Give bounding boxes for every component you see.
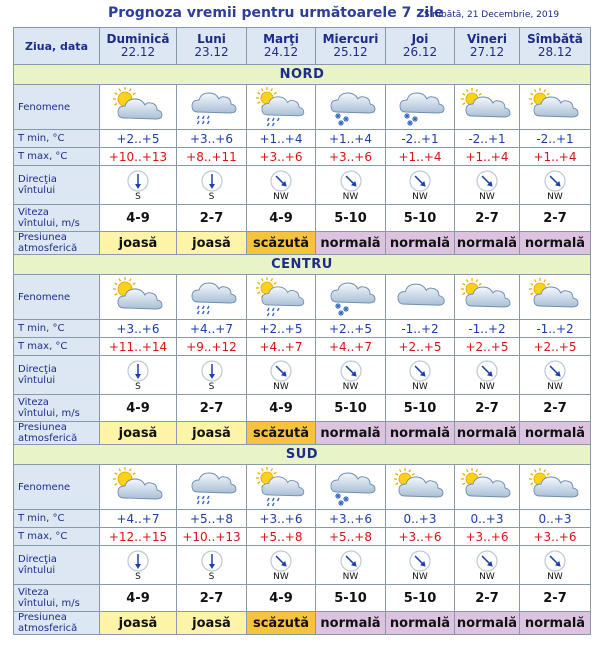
wind-direction-value: S <box>135 381 141 392</box>
day-name: Luni <box>197 32 226 46</box>
tmax-value: +11..+14 <box>100 338 177 356</box>
wind-direction-cell <box>177 166 247 205</box>
wind-speed-value: 5-10 <box>316 205 386 232</box>
pressure-value: joasă <box>177 612 247 635</box>
tmin-label: T min, °C <box>14 130 100 148</box>
pressure-label <box>14 422 100 445</box>
row-label-line: Presiunea <box>18 422 67 433</box>
pressure-value: normală <box>455 422 520 445</box>
pressure-value: scăzută <box>247 612 316 635</box>
wind-speed-value: 4-9 <box>247 585 316 612</box>
compass-icon <box>386 170 454 192</box>
wind-speed-label <box>14 395 100 422</box>
wind-speed-value: 5-10 <box>316 395 386 422</box>
tmax-value: +8..+11 <box>177 148 247 166</box>
row-label-line: atmosferică <box>18 623 78 634</box>
pressure-value: normală <box>520 422 591 445</box>
pressure-value: normală <box>316 422 386 445</box>
pressure-value: joasă <box>177 422 247 445</box>
pressure-value: normală <box>386 612 455 635</box>
cloud-icon <box>386 275 455 320</box>
wind-speed-value: 5-10 <box>386 205 455 232</box>
day-header-cell <box>100 28 177 65</box>
phenomena-label: Fenomene <box>14 465 100 510</box>
tmin-value: +4..+7 <box>100 510 177 528</box>
day-header-cell <box>520 28 591 65</box>
wind-direction-cell <box>247 356 316 395</box>
tmax-row <box>14 528 591 546</box>
day-header-cell <box>455 28 520 65</box>
wind-direction-row <box>14 356 591 395</box>
tmin-value: +3..+6 <box>316 510 386 528</box>
partly-cloudy-sun-icon <box>100 275 177 320</box>
sun-cloud-icon <box>455 85 520 130</box>
wind-speed-row <box>14 205 591 232</box>
day-date: 26.12 <box>402 45 438 59</box>
wind-direction-cell <box>520 546 591 585</box>
tmax-value: +12..+15 <box>100 528 177 546</box>
tmin-row <box>14 130 591 148</box>
tmax-value: +5..+8 <box>247 528 316 546</box>
tmin-label: T min, °C <box>14 510 100 528</box>
pressure-label <box>14 612 100 635</box>
tmin-value: 0..+3 <box>455 510 520 528</box>
day-date: 24.12 <box>263 45 299 59</box>
wind-speed-value: 4-9 <box>247 395 316 422</box>
wind-speed-value: 2-7 <box>520 205 591 232</box>
region-title: CENTRU <box>14 255 591 275</box>
wind-direction-value: S <box>135 571 141 582</box>
tmax-value: +4..+7 <box>316 338 386 356</box>
wind-direction-cell <box>520 166 591 205</box>
tmin-value: +3..+6 <box>247 510 316 528</box>
pressure-value: joasă <box>100 612 177 635</box>
pressure-label <box>14 232 100 255</box>
wind-speed-row <box>14 585 591 612</box>
partly-cloudy-sun-icon <box>100 465 177 510</box>
wind-direction-cell <box>520 356 591 395</box>
wind-direction-label <box>14 546 100 585</box>
cloud-snow-icon <box>316 275 386 320</box>
wind-direction-cell <box>247 546 316 585</box>
day-header-cell <box>316 28 386 65</box>
compass-icon <box>520 170 590 192</box>
tmax-label: T max, °C <box>14 528 100 546</box>
wind-speed-value: 2-7 <box>520 585 591 612</box>
wind-speed-label <box>14 585 100 612</box>
wind-direction-value: NW <box>547 381 563 392</box>
pressure-value: scăzută <box>247 422 316 445</box>
tmin-label: T min, °C <box>14 320 100 338</box>
row-label-line: atmosferică <box>18 433 78 444</box>
tmin-value: -1..+2 <box>520 320 591 338</box>
tmax-value: +3..+6 <box>520 528 591 546</box>
wind-speed-value: 2-7 <box>455 395 520 422</box>
row-label-line: Direcţia <box>18 174 57 185</box>
wind-speed-value: 4-9 <box>247 205 316 232</box>
phenomena-row <box>14 85 591 130</box>
wind-direction-label <box>14 166 100 205</box>
row-label-line: Direcţia <box>18 364 57 375</box>
compass-icon <box>100 550 176 572</box>
pressure-value: normală <box>520 612 591 635</box>
tmax-value: +3..+6 <box>247 148 316 166</box>
tmax-value: +1..+4 <box>520 148 591 166</box>
row-label-line: Presiunea <box>18 232 67 243</box>
wind-direction-value: NW <box>342 381 359 392</box>
tmax-value: +3..+6 <box>455 528 520 546</box>
pressure-row <box>14 422 591 445</box>
cloud-snow-icon <box>316 85 386 130</box>
pressure-value: normală <box>455 232 520 255</box>
wind-direction-value: NW <box>412 191 428 202</box>
wind-direction-cell <box>455 356 520 395</box>
wind-direction-value: NW <box>479 381 495 392</box>
wind-direction-cell <box>100 166 177 205</box>
day-date: 23.12 <box>194 45 229 59</box>
compass-icon <box>177 170 246 192</box>
day-date: 28.12 <box>537 45 573 59</box>
wind-direction-cell <box>177 356 247 395</box>
pressure-row <box>14 232 591 255</box>
wind-direction-value: S <box>135 191 141 202</box>
row-label-line: Viteza <box>18 587 49 598</box>
compass-icon <box>316 550 385 572</box>
region-title: NORD <box>14 65 591 85</box>
pressure-value: scăzută <box>247 232 316 255</box>
tmax-value: +3..+6 <box>386 528 455 546</box>
compass-icon <box>455 550 519 572</box>
day-date: 27.12 <box>469 45 505 59</box>
wind-direction-value: NW <box>342 571 359 582</box>
wind-direction-cell <box>316 166 386 205</box>
tmin-value: 0..+3 <box>386 510 455 528</box>
tmin-row <box>14 320 591 338</box>
compass-icon <box>455 170 519 192</box>
wind-direction-value: NW <box>412 381 428 392</box>
wind-direction-value: NW <box>479 571 495 582</box>
day-date: 25.12 <box>333 45 368 59</box>
wind-direction-cell <box>247 166 316 205</box>
cloud-rain-icon <box>177 275 247 320</box>
cloud-rain-icon <box>177 465 247 510</box>
sun-cloud-icon <box>386 465 455 510</box>
day-header-row <box>14 28 591 65</box>
wind-direction-label <box>14 356 100 395</box>
sun-cloud-rain-icon <box>247 85 316 130</box>
tmin-value: +2..+5 <box>247 320 316 338</box>
row-label-line: vîntului, m/s <box>18 598 80 609</box>
compass-icon <box>100 360 176 382</box>
sun-cloud-icon <box>520 275 591 320</box>
day-column-label: Ziua, data <box>14 28 100 65</box>
wind-direction-value: NW <box>273 571 289 582</box>
compass-icon <box>316 170 385 192</box>
page-title: Prognoza vremii pentru următoarele 7 zile <box>108 5 444 21</box>
tmax-value: +4..+7 <box>247 338 316 356</box>
pressure-row <box>14 612 591 635</box>
wind-speed-value: 2-7 <box>177 395 247 422</box>
row-label-line: Direcţia <box>18 554 57 565</box>
tmin-value: -1..+2 <box>455 320 520 338</box>
tmax-value: +10..+13 <box>177 528 247 546</box>
sun-cloud-icon <box>455 465 520 510</box>
wind-speed-label <box>14 205 100 232</box>
compass-icon <box>247 360 315 382</box>
tmin-value: -2..+1 <box>520 130 591 148</box>
wind-speed-value: 4-9 <box>100 585 177 612</box>
tmax-value: +2..+5 <box>386 338 455 356</box>
wind-direction-value: S <box>208 191 215 202</box>
compass-icon <box>177 550 246 572</box>
day-name: Duminică <box>106 32 170 46</box>
wind-direction-value: NW <box>547 571 563 582</box>
wind-direction-value: NW <box>479 191 495 202</box>
compass-icon <box>177 360 246 382</box>
tmax-label: T max, °C <box>14 338 100 356</box>
wind-direction-value: NW <box>273 191 289 202</box>
pressure-value: normală <box>316 612 386 635</box>
day-name: Miercuri <box>322 32 379 46</box>
wind-direction-cell <box>177 546 247 585</box>
wind-speed-value: 2-7 <box>177 585 247 612</box>
sun-cloud-icon <box>520 465 591 510</box>
tmin-value: +1..+4 <box>316 130 386 148</box>
tmin-value: +2..+5 <box>100 130 177 148</box>
sun-cloud-icon <box>455 275 520 320</box>
tmax-value: +3..+6 <box>316 148 386 166</box>
region-header-row <box>14 65 591 85</box>
region-header-row <box>14 255 591 275</box>
tmin-value: -2..+1 <box>386 130 455 148</box>
tmax-value: +2..+5 <box>520 338 591 356</box>
tmin-value: -1..+2 <box>386 320 455 338</box>
row-label-line: Viteza <box>18 207 49 218</box>
day-header-cell <box>247 28 316 65</box>
tmin-value: -2..+1 <box>455 130 520 148</box>
wind-direction-cell <box>455 166 520 205</box>
compass-icon <box>520 360 590 382</box>
row-label-line: vîntului <box>18 375 56 386</box>
wind-direction-cell <box>316 356 386 395</box>
row-label-line: vîntului <box>18 565 56 576</box>
tmax-value: +5..+8 <box>316 528 386 546</box>
tmin-value: +4..+7 <box>177 320 247 338</box>
current-date: Sîmbătă, 21 Decembrie, 2019 <box>424 10 560 20</box>
compass-icon <box>247 550 315 572</box>
phenomena-row <box>14 465 591 510</box>
row-label-line: Viteza <box>18 397 49 408</box>
cloud-snow-icon <box>316 465 386 510</box>
day-name: Marţi <box>263 32 299 46</box>
row-label-line: vîntului, m/s <box>18 408 80 419</box>
compass-icon <box>520 550 590 572</box>
tmax-value: +2..+5 <box>455 338 520 356</box>
sun-cloud-rain-icon <box>247 275 316 320</box>
row-label-line: Presiunea <box>18 612 67 623</box>
pressure-value: joasă <box>177 232 247 255</box>
cloud-snow-icon <box>386 85 455 130</box>
wind-speed-value: 5-10 <box>386 395 455 422</box>
compass-icon <box>455 360 519 382</box>
wind-direction-cell <box>100 546 177 585</box>
wind-direction-cell <box>455 546 520 585</box>
tmax-value: +10..+13 <box>100 148 177 166</box>
day-name: Joi <box>411 32 429 46</box>
pressure-value: joasă <box>100 232 177 255</box>
pressure-value: normală <box>520 232 591 255</box>
wind-direction-value: NW <box>273 381 289 392</box>
wind-speed-value: 2-7 <box>177 205 247 232</box>
compass-icon <box>386 360 454 382</box>
pressure-value: normală <box>386 422 455 445</box>
compass-icon <box>316 360 385 382</box>
wind-direction-cell <box>100 356 177 395</box>
compass-icon <box>386 550 454 572</box>
cloud-rain-icon <box>177 85 247 130</box>
forecast-table <box>13 27 591 635</box>
day-date: 22.12 <box>120 45 156 59</box>
wind-direction-row <box>14 546 591 585</box>
sun-cloud-rain-icon <box>247 465 316 510</box>
row-label-line: vîntului <box>18 185 56 196</box>
compass-icon <box>100 170 176 192</box>
pressure-value: normală <box>316 232 386 255</box>
wind-direction-cell <box>386 166 455 205</box>
day-header-cell <box>177 28 247 65</box>
wind-speed-value: 2-7 <box>455 585 520 612</box>
row-label-line: vîntului, m/s <box>18 218 80 229</box>
tmin-value: +1..+4 <box>247 130 316 148</box>
tmin-row <box>14 510 591 528</box>
wind-direction-value: S <box>208 571 215 582</box>
partly-cloudy-sun-icon <box>100 85 177 130</box>
tmax-value: +9..+12 <box>177 338 247 356</box>
tmax-value: +1..+4 <box>386 148 455 166</box>
wind-speed-value: 2-7 <box>455 205 520 232</box>
wind-speed-value: 5-10 <box>386 585 455 612</box>
region-title: SUD <box>14 445 591 465</box>
tmin-value: 0..+3 <box>520 510 591 528</box>
tmax-row <box>14 338 591 356</box>
wind-direction-value: NW <box>342 191 359 202</box>
tmax-row <box>14 148 591 166</box>
wind-direction-value: S <box>208 381 215 392</box>
day-header-cell <box>386 28 455 65</box>
tmax-label: T max, °C <box>14 148 100 166</box>
pressure-value: joasă <box>100 422 177 445</box>
wind-speed-row <box>14 395 591 422</box>
wind-direction-cell <box>386 356 455 395</box>
wind-direction-cell <box>316 546 386 585</box>
wind-speed-value: 2-7 <box>520 395 591 422</box>
phenomena-label: Fenomene <box>14 275 100 320</box>
wind-direction-cell <box>386 546 455 585</box>
page-header <box>0 0 600 27</box>
compass-icon <box>247 170 315 192</box>
phenomena-row <box>14 275 591 320</box>
wind-direction-value: NW <box>547 191 563 202</box>
pressure-value: normală <box>386 232 455 255</box>
tmin-value: +2..+5 <box>316 320 386 338</box>
pressure-value: normală <box>455 612 520 635</box>
day-name: Sîmbătă <box>527 32 583 46</box>
tmin-value: +5..+8 <box>177 510 247 528</box>
day-name: Vineri <box>467 32 507 46</box>
tmin-value: +3..+6 <box>177 130 247 148</box>
wind-direction-row <box>14 166 591 205</box>
row-label-line: atmosferică <box>18 243 78 254</box>
tmax-value: +1..+4 <box>455 148 520 166</box>
region-header-row <box>14 445 591 465</box>
phenomena-label: Fenomene <box>14 85 100 130</box>
wind-direction-value: NW <box>412 571 428 582</box>
tmin-value: +3..+6 <box>100 320 177 338</box>
sun-cloud-icon <box>520 85 591 130</box>
wind-speed-value: 4-9 <box>100 205 177 232</box>
wind-speed-value: 5-10 <box>316 585 386 612</box>
wind-speed-value: 4-9 <box>100 395 177 422</box>
